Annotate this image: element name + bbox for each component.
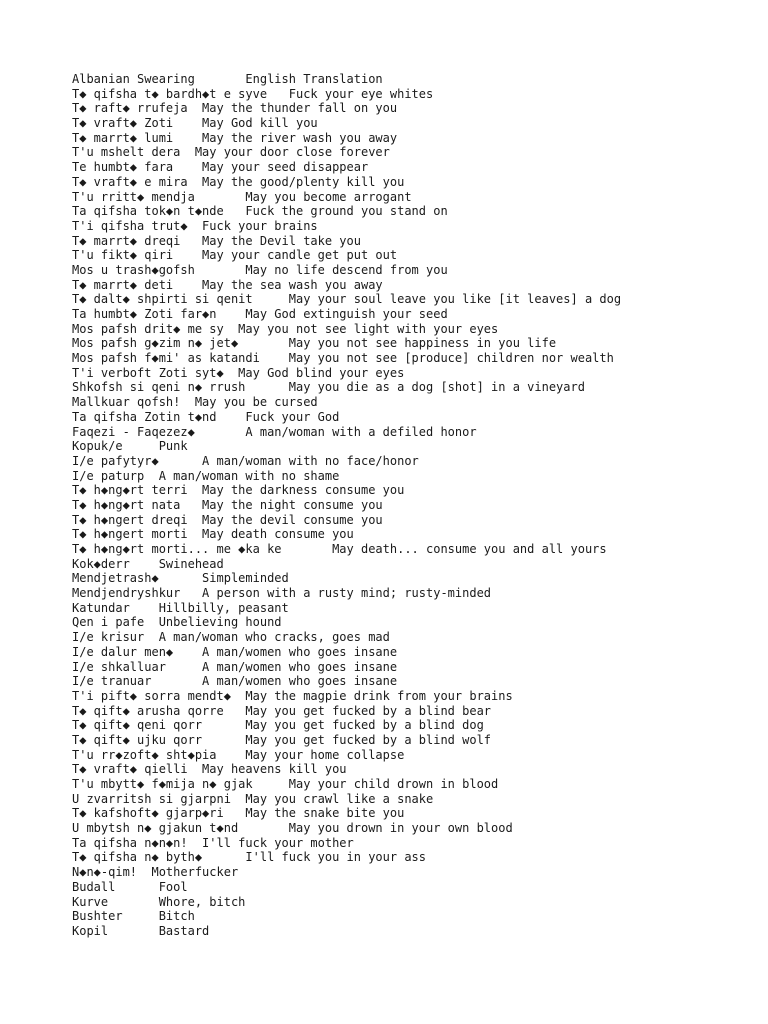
- text-line: N◆n◆-qim! Motherfucker: [72, 865, 239, 880]
- text-line: Ta qifsha n◆n◆n! I'll fuck your mother: [72, 835, 354, 850]
- text-line: T◆ dalt◆ shpirti si qenit May your soul leave you like [it leaves] a dog: [72, 292, 622, 307]
- text-line: Mallkuar qofsh! May you be cursed: [72, 395, 318, 410]
- text-line: Kurve Whore, bitch: [72, 894, 246, 909]
- text-line: T◆ raft◆ rrufeja May the thunder fall on you: [72, 101, 398, 116]
- text-line: I/e paturp A man/woman with no shame: [72, 468, 340, 483]
- text-line: T◆ h◆ng◆rt morti... me ◆ka ke May death... consume you and all yours: [72, 542, 607, 556]
- text-line: Te humbt◆ fara May your seed disappear: [72, 160, 369, 175]
- text-line: Mos u trash◆gofsh May no life descend from you: [72, 262, 448, 277]
- text-line: T◆ kafshoft◆ gjarp◆ri May the snake bite you: [72, 806, 405, 821]
- text-line: I/e tranuar A man/women who goes insane: [72, 674, 398, 689]
- text-line: T◆ h◆ngert morti May death consume you: [72, 527, 354, 542]
- text-line: Kopuk/e Punk: [72, 439, 188, 454]
- text-line: Mendjetrash◆ Simpleminded: [72, 571, 289, 586]
- text-line: T'i verboft Zoti syt◆ May God blind your eyes: [72, 365, 405, 380]
- text-line: T'u mbytt◆ f◆mija n◆ gjak May your child drown in blood: [72, 777, 499, 791]
- text-line: Shkofsh si qeni n◆ rrush May you die as a dog [shot] in a vineyard: [72, 380, 585, 395]
- text-line: T'u rritt◆ mendja May you become arrogant: [72, 189, 412, 204]
- text-line: Budall Fool: [72, 879, 188, 894]
- text-line: T◆ h◆ngert dreqi May the devil consume you: [72, 512, 383, 527]
- text-line: T'i qifsha trut◆ Fuck your brains: [72, 218, 318, 233]
- text-line: T◆ marrt◆ lumi May the river wash you away: [72, 130, 398, 145]
- text-line: Ta qifsha tok◆n t◆nde Fuck the ground you stand on: [72, 204, 448, 219]
- text-line: T◆ qift◆ arusha qorre May you get fucked by a blind bear: [72, 703, 492, 718]
- text-line: T◆ qift◆ qeni qorr May you get fucked by a blind dog: [72, 718, 484, 733]
- text-line: T◆ h◆ng◆rt terri May the darkness consume you: [72, 483, 405, 498]
- text-line: T◆ marrt◆ deti May the sea wash you away: [72, 277, 383, 292]
- text-line: Kok◆derr Swinehead: [72, 556, 224, 571]
- text-line: Bushter Bitch: [72, 909, 195, 924]
- text-line: Qen i pafe Unbelieving hound: [72, 615, 282, 630]
- text-line: T◆ vraft◆ e mira May the good/plenty kill you: [72, 174, 405, 189]
- text-line: Ta qifsha Zotin t◆nd Fuck your God: [72, 409, 340, 424]
- text-line: I/e dalur men◆ A man/women who goes insane: [72, 644, 398, 659]
- text-line: Ta humbt◆ Zoti far◆n May God extinguish your seed: [72, 307, 448, 321]
- text-line: Mos pafsh f◆mi' as katandi May you not see [produce] children nor wealth: [72, 351, 614, 366]
- text-line: I/e shkalluar A man/women who goes insane: [72, 659, 398, 674]
- text-line: T'u mshelt dera May your door close forever: [72, 145, 390, 160]
- text-line: Mendjendryshkur A person with a rusty mind; rusty-minded: [72, 586, 492, 601]
- text-line: T'u fikt◆ qiri May your candle get put out: [72, 248, 398, 263]
- text-line: T◆ vraft◆ Zoti May God kill you: [72, 116, 318, 131]
- text-line: T◆ qifsha n◆ byth◆ I'll fuck you in your ass: [72, 850, 427, 865]
- text-line: T'u rr◆zoft◆ sht◆pia May your home collapse: [72, 747, 405, 762]
- document-page: [72, 72, 752, 939]
- text-line: T◆ marrt◆ dreqi May the Devil take you: [72, 233, 361, 248]
- text-line: Katundar Hillbilly, peasant: [72, 600, 289, 615]
- header-line: Albanian Swearing English Translation: [72, 72, 383, 86]
- text-line: T◆ vraft◆ qielli May heavens kill you: [72, 762, 347, 777]
- text-line: T◆ qift◆ ujku qorr May you get fucked by a blind wolf: [72, 732, 492, 747]
- text-line: Mos pafsh drit◆ me sy May you not see light with your eyes: [72, 321, 499, 336]
- text-line: Faqezi - Faqezez◆ A man/woman with a defiled honor: [72, 424, 477, 439]
- text-line: T'i pift◆ sorra mendt◆ May the magpie drink from your brains: [72, 688, 513, 703]
- text-line: U mbytsh n◆ gjakun t◆nd May you drown in your own blood: [72, 821, 513, 836]
- text-line: Kopil Bastard: [72, 923, 210, 938]
- text-line: T◆ h◆ng◆rt nata May the night consume you: [72, 497, 383, 512]
- text-line: I/e krisur A man/woman who cracks, goes mad: [72, 630, 390, 645]
- text-line: U zvarritsh si gjarpni May you crawl like a snake: [72, 791, 434, 806]
- text-line: I/e pafytyr◆ A man/woman with no face/honor: [72, 453, 419, 468]
- text-line: Mos pafsh g◆zim n◆ jet◆ May you not see happiness in you life: [72, 336, 557, 351]
- text-line: T◆ qifsha t◆ bardh◆t e syve Fuck your eye whites: [72, 86, 434, 101]
